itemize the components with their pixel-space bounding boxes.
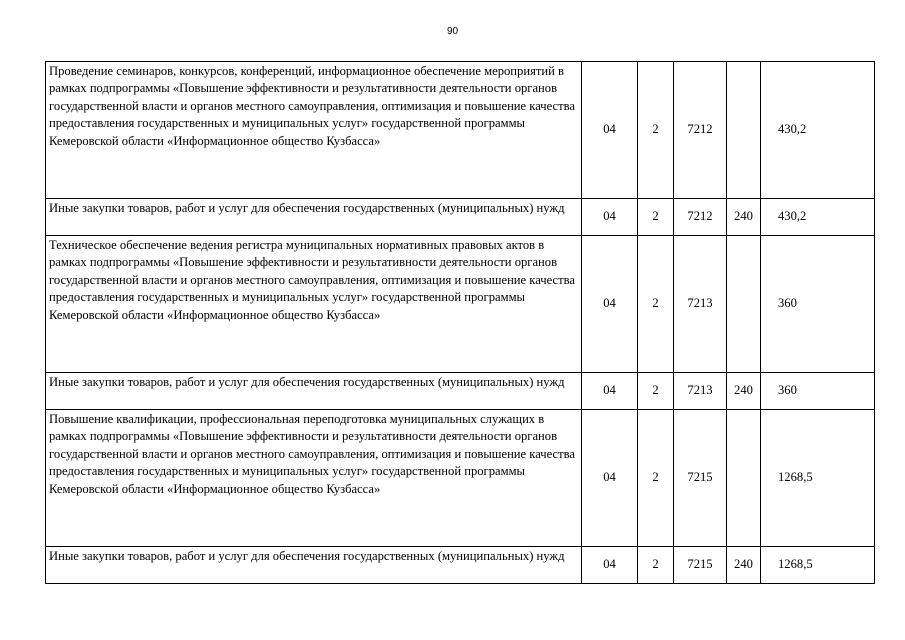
table-row — [46, 62, 875, 199]
row-amount: 430,2 — [761, 62, 875, 199]
row-description: Иные закупки товаров, работ и услуг для обеспечения государственных (муниципальных) нужд — [46, 373, 582, 410]
row-subprogram: 2 — [638, 410, 674, 547]
table-row — [46, 410, 875, 547]
row-amount: 1268,5 — [761, 410, 875, 547]
row-subprogram: 2 — [638, 547, 674, 584]
row-code: 7212 — [674, 199, 727, 236]
row-section: 04 — [582, 373, 638, 410]
row-section: 04 — [582, 410, 638, 547]
row-section: 04 — [582, 199, 638, 236]
table-row — [46, 373, 875, 410]
row-expense-type: 240 — [727, 199, 761, 236]
table-row — [46, 199, 875, 236]
row-section: 04 — [582, 62, 638, 199]
row-subprogram: 2 — [638, 373, 674, 410]
row-amount: 1268,5 — [761, 547, 875, 584]
row-subprogram: 2 — [638, 62, 674, 199]
row-expense-type: 240 — [727, 547, 761, 584]
row-amount: 430,2 — [761, 199, 875, 236]
row-subprogram: 2 — [638, 199, 674, 236]
row-section: 04 — [582, 547, 638, 584]
row-expense-type — [727, 62, 761, 199]
row-description: Техническое обеспечение ведения регистра муниципальных нормативных правовых актов в рамках подпрограммы «Повышение эффективности и результативности деятельности органов государственной власти и органов местного самоуправления, оптимизация и повышение качества предоставления государственных и муниципальных услуг» государственной программы Кемеровской области «Информационное общество Кузбасса» — [46, 236, 582, 373]
row-expense-type — [727, 236, 761, 373]
row-code: 7215 — [674, 547, 727, 584]
row-amount: 360 — [761, 236, 875, 373]
row-code: 7212 — [674, 62, 727, 199]
row-code: 7213 — [674, 373, 727, 410]
row-amount: 360 — [761, 373, 875, 410]
row-description: Иные закупки товаров, работ и услуг для обеспечения государственных (муниципальных) нужд — [46, 547, 582, 584]
table-row — [46, 236, 875, 373]
row-description: Проведение семинаров, конкурсов, конференций, информационное обеспечение мероприятий в рамках подпрограммы «Повышение эффективности и результативности деятельности органов государственной власти и органов местного самоуправления, оптимизация и повышение качества предоставления государственных и муниципальных услуг» государственной программы Кемеровской области «Информационное общество Кузбасса» — [46, 62, 582, 199]
row-description: Повышение квалификации, профессиональная переподготовка муниципальных служащих в рамках подпрограммы «Повышение эффективности и результативности деятельности органов государственной власти и органов местного самоуправления, оптимизация и повышение качества предоставления государственных и муниципальных услуг» государственной программы Кемеровской области «Информационное общество Кузбасса» — [46, 410, 582, 547]
row-code: 7215 — [674, 410, 727, 547]
row-code: 7213 — [674, 236, 727, 373]
budget-table — [45, 61, 875, 584]
table-row — [46, 547, 875, 584]
page-number: 90 — [446, 26, 459, 37]
row-expense-type: 240 — [727, 373, 761, 410]
row-description: Иные закупки товаров, работ и услуг для обеспечения государственных (муниципальных) нужд — [46, 199, 582, 236]
row-expense-type — [727, 410, 761, 547]
row-subprogram: 2 — [638, 236, 674, 373]
row-section: 04 — [582, 236, 638, 373]
